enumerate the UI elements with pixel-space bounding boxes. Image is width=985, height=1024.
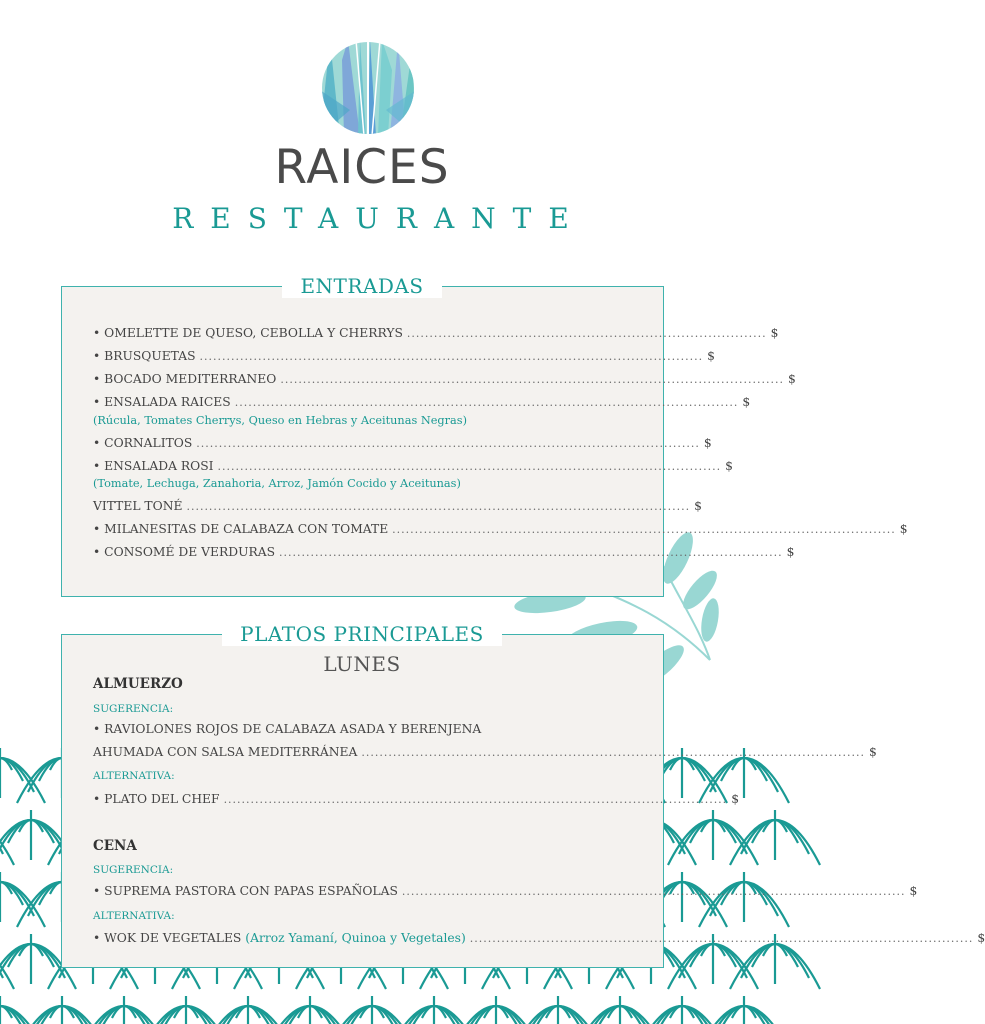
menu-item: • MILANESITAS DE CALABAZA CON TOMATE ................................................................................................................ $: [93, 522, 908, 536]
menu-item: • BOCADO MEDITERRANEO ................................................................................................................ $: [93, 372, 796, 386]
menu-item: • BRUSQUETAS ................................................................................................................ $: [93, 349, 715, 363]
restaurant-subtitle: RESTAURANTE: [172, 202, 586, 235]
menu-item: • WOK DE VEGETALES (Arroz Yamaní, Quinoa y Vegetales) ................................................................................................................ $: [93, 931, 985, 945]
almuerzo-heading: ALMUERZO: [93, 676, 183, 692]
raices-logo: [320, 40, 416, 136]
menu-item-note: (Tomate, Lechuga, Zanahoria, Arroz, Jamón Cocido y Aceitunas): [93, 477, 461, 490]
menu-item-note: (Rúcula, Tomates Cherrys, Queso en Hebras y Aceitunas Negras): [93, 414, 467, 427]
alternativa-label: ALTERNATIVA:: [93, 770, 175, 782]
cena-heading: CENA: [93, 838, 137, 854]
sugerencia-label: SUGERENCIA:: [93, 864, 174, 876]
menu-item: • RAVIOLONES ROJOS DE CALABAZA ASADA Y BERENJENA: [93, 722, 482, 736]
menu-item: • ENSALADA ROSI ................................................................................................................ $: [93, 459, 733, 473]
menu-item: • SUPREMA PASTORA CON PAPAS ESPAÑOLAS ................................................................................................................ $: [93, 884, 918, 898]
menu-item: • PLATO DEL CHEF ................................................................................................................ $: [93, 792, 740, 806]
restaurant-name: RAICES: [274, 140, 450, 195]
menu-item: VITTEL TONÉ ................................................................................................................ $: [93, 499, 702, 513]
menu-item: • CORNALITOS ................................................................................................................ $: [93, 436, 712, 450]
menu-item: • OMELETTE DE QUESO, CEBOLLA Y CHERRYS ................................................................................ $: [93, 326, 779, 340]
principales-title: PLATOS PRINCIPALES: [0, 622, 724, 646]
menu-item: • CONSOMÉ DE VERDURAS ................................................................................................................ $: [93, 545, 795, 559]
sugerencia-label: SUGERENCIA:: [93, 703, 174, 715]
menu-item: • ENSALADA RAICES ................................................................................................................ $: [93, 395, 751, 409]
day-title: LUNES: [323, 652, 401, 676]
entradas-title: ENTRADAS: [0, 274, 724, 298]
alternativa-label: ALTERNATIVA:: [93, 910, 175, 922]
menu-item: AHUMADA CON SALSA MEDITERRÁNEA ................................................................................................................ $: [93, 745, 877, 759]
